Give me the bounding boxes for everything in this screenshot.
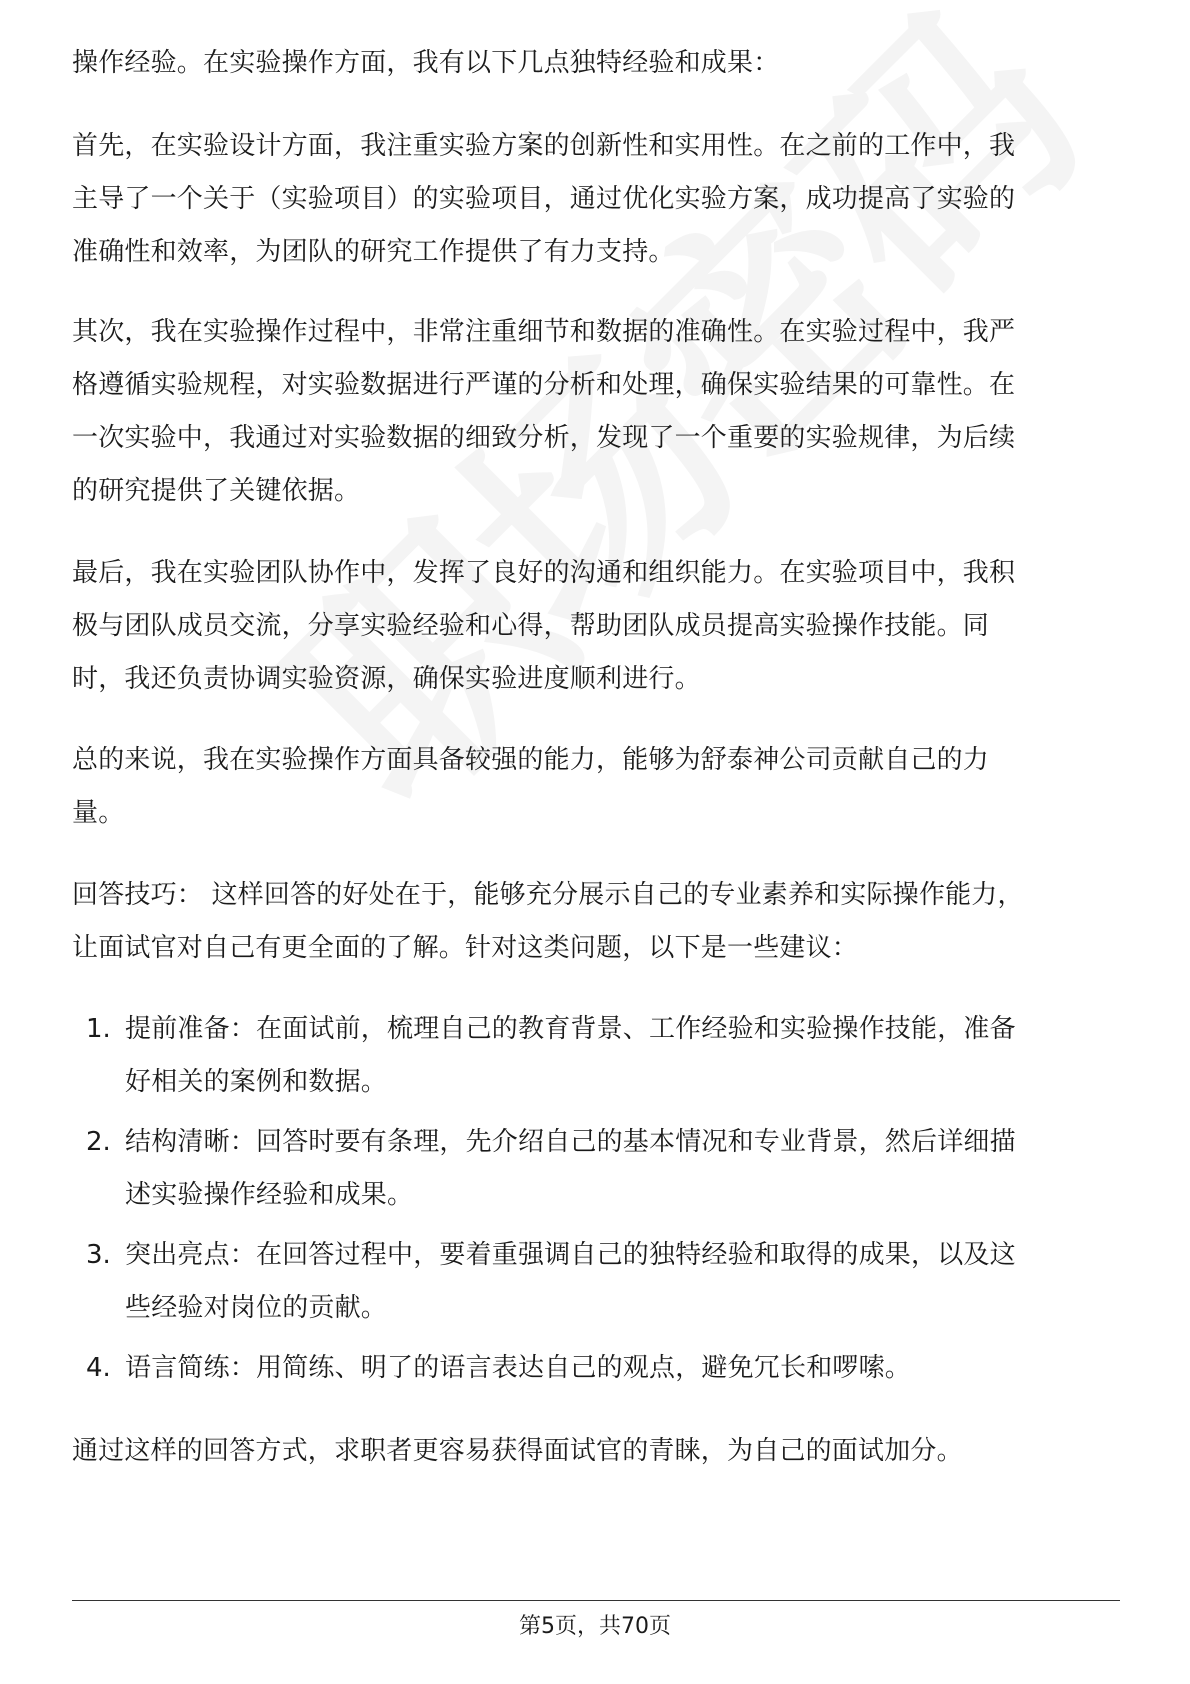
list-item-line: 突出亮点：在回答过程中，要着重强调自己的独特经验和取得的成果，以及这 — [125, 1240, 1016, 1270]
paragraph-line: 总的来说，我在实验操作方面具备较强的能力，能够为舒泰神公司贡献自己的力 — [72, 745, 990, 775]
list-item-line: 结构清晰：回答时要有条理，先介绍自己的基本情况和专业背景，然后详细描 — [125, 1127, 1016, 1157]
list-item-number: 3. — [86, 1240, 111, 1270]
list-item-line: 语言简练：用简练、明了的语言表达自己的观点，避免冗长和啰嗦。 — [125, 1353, 912, 1383]
footer-rule — [72, 1600, 1120, 1601]
list-item-line: 提前准备：在面试前，梳理自己的教育背景、工作经验和实验操作技能，准备 — [125, 1014, 1016, 1044]
paragraph-line: 时，我还负责协调实验资源，确保实验进度顺利进行。 — [72, 664, 701, 694]
list-item-number: 2. — [86, 1127, 111, 1157]
paragraph-line: 操作经验。在实验操作方面，我有以下几点独特经验和成果： — [72, 48, 780, 78]
list-item-line: 述实验操作经验和成果。 — [125, 1180, 414, 1210]
list-item-number: 1. — [86, 1014, 111, 1044]
paragraph-line: 其次，我在实验操作过程中，非常注重细节和数据的准确性。在实验过程中，我严 — [72, 317, 1016, 347]
paragraph-line: 一次实验中，我通过对实验数据的细致分析，发现了一个重要的实验规律，为后续 — [72, 423, 1016, 453]
paragraph-line: 极与团队成员交流，分享实验经验和心得，帮助团队成员提高实验操作技能。同 — [72, 611, 990, 641]
paragraph-line: 格遵循实验规程，对实验数据进行严谨的分析和处理，确保实验结果的可靠性。在 — [72, 370, 1016, 400]
list-item-line: 好相关的案例和数据。 — [125, 1067, 388, 1097]
page-number: 第5页，共70页 — [519, 1614, 671, 1639]
closing-paragraph: 通过这样的回答方式，求职者更容易获得面试官的青睐，为自己的面试加分。 — [72, 1436, 963, 1466]
paragraph-line: 准确性和效率，为团队的研究工作提供了有力支持。 — [72, 237, 675, 267]
list-item-line: 些经验对岗位的贡献。 — [125, 1293, 388, 1323]
paragraph-line: 回答技巧： 这样回答的好处在于，能够充分展示自己的专业素养和实际操作能力， — [72, 880, 1024, 910]
paragraph-line: 让面试官对自己有更全面的了解。针对这类问题，以下是一些建议： — [72, 933, 859, 963]
paragraph-line: 最后，我在实验团队协作中，发挥了良好的沟通和组织能力。在实验项目中，我积 — [72, 558, 1016, 588]
paragraph-line: 首先，在实验设计方面，我注重实验方案的创新性和实用性。在之前的工作中，我 — [72, 131, 1016, 161]
paragraph-line: 的研究提供了关键依据。 — [72, 476, 361, 506]
paragraph-line: 主导了一个关于（实验项目）的实验项目，通过优化实验方案，成功提高了实验的 — [72, 184, 1016, 214]
paragraph-line: 量。 — [72, 798, 125, 828]
list-item-number: 4. — [86, 1353, 111, 1383]
